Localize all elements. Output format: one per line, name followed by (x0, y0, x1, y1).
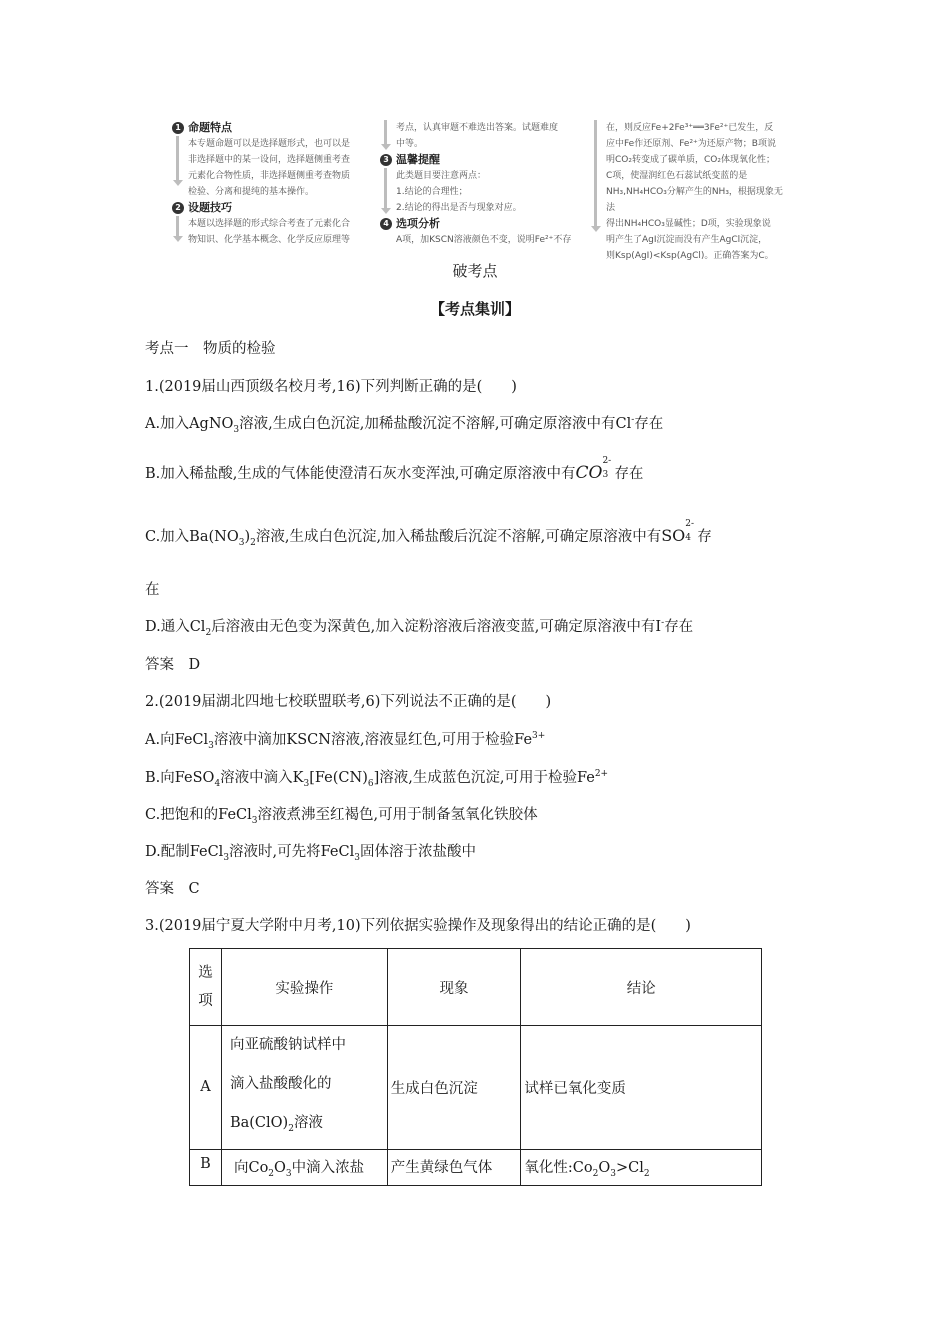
header-conclusion: 结论 (521, 949, 762, 1026)
q1-option-d: D.通入$Cl_2$后溶液由无色变为深黄色,加入淀粉溶液后溶液变蓝,可确定原溶液中有I-存在 (145, 618, 694, 638)
banner-text-1: 本专题命题可以是选择题形式，也可以是 非选择题中的某一设问，选择题侧重考查 元素化合物性质，非选择题侧重考查物质 检验、分离和提纯的基本操作。 (188, 139, 351, 197)
row-a-phenomenon: 生成白色沉淀 (387, 1026, 521, 1150)
table-row (190, 1026, 762, 1150)
banner-text-2b: 考点，认真审题不难选出答案。试题难度 中等。 (396, 123, 559, 149)
header-option: 选 项 (190, 949, 222, 1026)
topic-heading: 考点一 物质的检验 (145, 341, 276, 357)
q2-option-a: A.向FeCl$_3$溶液中滴加KSCN溶液,溶液显红色,可用于检验$Fe^{3+}$ (145, 731, 546, 751)
banner-strip (168, 120, 788, 261)
banner-text-3: 此类题目要注意两点： 1.结论的合理性； 2.结论的得出是否与现象对应。 (396, 171, 522, 213)
table-header-row (190, 949, 762, 1026)
q1-option-a: A.加入AgNO$_3$溶液,生成白色沉淀,加稀盐酸沉淀不溶解,可确定原溶液中有Cl-存在 (145, 415, 664, 435)
row-b-phenomenon: 产生黄绿色气体 (387, 1149, 521, 1185)
q1-option-c: C.加入$Ba(NO_3)_2$溶液,生成白色沉淀,加入稀盐酸后沉淀不溶解,可确定原溶液中有SO 2- 4 存 (145, 519, 712, 548)
step-number-1: 1 (172, 122, 184, 134)
header-operation: 实验操作 (221, 949, 387, 1026)
subsection-title: 【考点集训】 (429, 300, 520, 318)
q2-answer: 答案 C (145, 881, 200, 897)
step-number-4: 4 (380, 218, 392, 230)
banner-heading-3: 3 温馨提醒 (380, 152, 580, 168)
q2-option-d: D.配制FeCl$_3$溶液时,可先将FeCl$_3$固体溶于浓盐酸中 (145, 844, 476, 863)
banner-col-1 (172, 120, 372, 248)
q1-answer: 答案 D (145, 657, 201, 673)
q2-option-c: C.把饱和的FeCl$_3$溶液煮沸至红褐色,可用于制备氢氧化铁胶体 (145, 807, 538, 826)
q1-option-c-wrap: 在 (145, 582, 160, 598)
q1-stem: 1.(2019届山西顶级名校月考,16)下列判断正确的是( ) (145, 379, 517, 395)
q3-table (189, 948, 762, 1186)
step-number-3: 3 (380, 154, 392, 166)
row-b-operation: 向$Co_2O_3$中滴入浓盐 (221, 1149, 387, 1185)
table-row (190, 1149, 762, 1185)
banner-text-5: 在，则反应Fe+2Fe³⁺══3Fe²⁺已发生，反 应中Fe作还原剂、Fe²⁺为还原产物；B项说 明CO₂转变成了碳单质，CO₂体现氧化性； C项，使湿润红色石蕊试纸变蓝的是 NH₃,NH₄HCO₃分解产生的NH₃，根据现象无法 得出NH₄HCO₃显碱性；D项，实验现象说 明产生了AgI沉淀而没有产生AgCl沉淀， 则Ksp(AgI)<Ksp(AgCl)。正确答案为C。 (606, 123, 783, 261)
step-number-2: 2 (172, 202, 184, 214)
q3-stem: 3.(2019届宁夏大学附中月考,10)下列依据实验操作及现象得出的结论正确的是( ) (145, 918, 691, 934)
q1-option-b: B.加入稀盐酸,生成的气体能使澄清石灰水变浑浊,可确定原溶液中有CO 2- 3 存在 (145, 456, 644, 483)
banner-heading-2: 2 设题技巧 (172, 200, 372, 216)
q2-option-b: B.向FeSO$_4$溶液中滴入$K_3[Fe(CN)_6]$溶液,生成蓝色沉淀,可用于检验$Fe^{2+}$ (145, 769, 609, 789)
row-b-conclusion: 氧化性$:Co_2O_3>Cl_2$ (521, 1149, 762, 1185)
banner-col-2 (380, 120, 580, 248)
banner-heading-4: 4 选项分析 (380, 216, 580, 232)
q2-stem: 2.(2019届湖北四地七校联盟联考,6)下列说法不正确的是( ) (145, 694, 552, 710)
row-a-option: A (190, 1026, 222, 1150)
banner-heading-1: 1 命题特点 (172, 120, 372, 136)
row-a-conclusion: 试样已氧化变质 (521, 1026, 762, 1150)
row-a-operation: 向亚硫酸钠试样中 滴入盐酸酸化的 $Ba(ClO)_2$溶液 (221, 1026, 387, 1150)
banner-text-4: A项，加KSCN溶液颜色不变，说明Fe²⁺不存 (396, 235, 572, 245)
section-title: 破考点 (452, 262, 498, 280)
banner-text-2: 本题以选择题的形式综合考查了元素化合 物知识、化学基本概念、化学反应原理等 (188, 219, 351, 245)
banner-col-3 (590, 120, 788, 264)
header-phenomenon: 现象 (387, 949, 521, 1026)
row-b-option: B (190, 1149, 222, 1185)
